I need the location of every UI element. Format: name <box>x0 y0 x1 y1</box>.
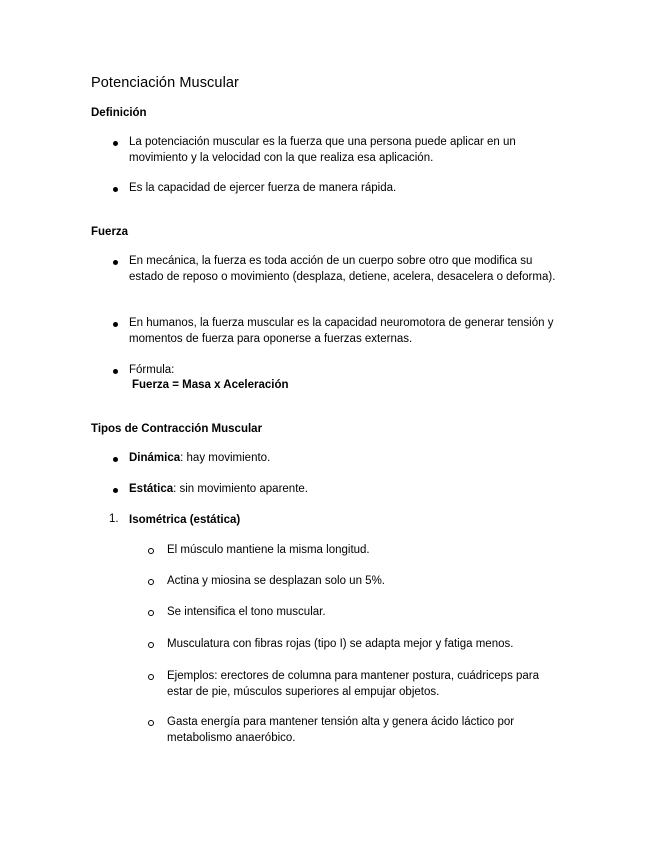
bullet-item: En humanos, la fuerza muscular es la capacidad neuromotora de generar tensión y momentos de fuerza para oponerse a fuerzas externas. <box>129 317 554 345</box>
sub-bullet-circle <box>148 642 154 648</box>
sub-bullet-circle <box>148 579 154 585</box>
heading-definicion: Definición <box>91 107 147 119</box>
bullet-dot <box>113 457 118 462</box>
sub-bullet-circle <box>148 720 154 726</box>
sub-bullet-circle <box>148 610 154 616</box>
heading-tipos: Tipos de Contracción Muscular <box>91 423 263 435</box>
bullet-rest: : sin movimiento aparente. <box>173 483 308 495</box>
sub-item: Gasta energía para mantener tensión alta y genera ácido láctico por metabolismo anaeróbico. <box>167 716 515 744</box>
sub-bullet-circle <box>148 674 154 680</box>
numbered-item-label: Isométrica (estática) <box>129 514 241 526</box>
bullet-item: En mecánica, la fuerza es toda acción de un cuerpo sobre otro que modifica su estado de reposo o movimiento (desplaza, detiene, acelera, desacelera o deforma). <box>129 255 556 283</box>
bullet-dot <box>113 488 118 493</box>
bullet-item <box>129 451 569 467</box>
bullet-dot <box>113 260 118 265</box>
bullet-item: Es la capacidad de ejercer fuerza de manera rápida. <box>129 182 397 194</box>
heading-fuerza: Fuerza <box>91 226 129 238</box>
sub-item: Se intensifica el tono muscular. <box>167 606 326 618</box>
sub-item: Ejemplos: erectores de columna para mantener postura, cuádriceps para estar de pie, músculos superiores al empujar objetos. <box>167 670 540 698</box>
sub-bullet-circle <box>148 548 154 554</box>
document-title: Potenciación Muscular <box>91 75 239 91</box>
bullet-term: Dinámica <box>129 452 181 464</box>
bullet-item <box>129 482 569 498</box>
sub-item: Actina y miosina se desplazan solo un 5%. <box>167 575 385 587</box>
bullet-dot <box>113 187 118 192</box>
bullet-dot <box>113 322 118 327</box>
bullet-item: La potenciación muscular es la fuerza que una persona puede aplicar en un movimiento y la velocidad con la que realiza esa aplicación. <box>129 136 516 164</box>
formula-label: Fórmula: <box>129 364 175 376</box>
bullet-rest: : hay movimiento. <box>180 452 271 464</box>
sub-item: Musculatura con fibras rojas (tipo I) se adapta mejor y fatiga menos. <box>167 638 514 650</box>
list-number: 1. <box>109 513 119 525</box>
bullet-term: Estática <box>129 483 174 495</box>
formula-text: Fuerza = Masa x Aceleración <box>132 379 289 391</box>
sub-item: El músculo mantiene la misma longitud. <box>167 544 370 556</box>
bullet-dot <box>113 141 118 146</box>
bullet-dot <box>113 369 118 374</box>
